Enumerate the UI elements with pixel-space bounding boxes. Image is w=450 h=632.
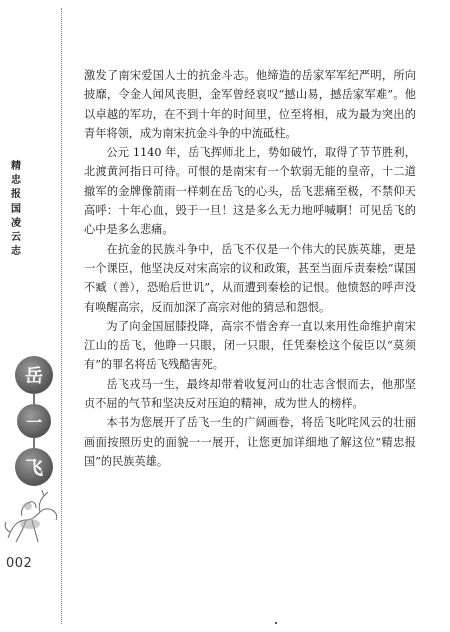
title-badge: 一 [17,404,51,438]
sidebar-divider [61,8,62,624]
series-title-char: 精 [11,161,21,172]
paragraph: 为了向金国屈膝投降，高宗不惜舍弃一直以来用性命维护南宋江山的岳飞，他睁一只眼，闭一只眼，任凭秦桧这个佞臣以“莫须有”的罪名将岳飞残酷害死。 [84,319,416,372]
print-mark [275,622,277,624]
body-text [84,66,416,471]
paragraph: 岳飞戎马一生，最终却带着收复河山的壮志含恨而去，他那坚贞不屈的气节和坚决反对压迫的精神，成为世人的榜样。 [84,377,416,411]
series-title-char: 凌 [11,217,21,229]
paragraph: 本书为您展开了岳飞一生的广阔画卷，将岳飞叱咤风云的壮丽画面按照历史的面貌一一展开，让您更加详细地了解这位“精忠报国”的民族英雄。 [84,416,416,468]
title-badge: 岳 [15,356,53,394]
badge-connector [33,438,35,448]
series-title-char: 志 [11,246,21,258]
series-title-char: 忠 [11,175,21,187]
badge-connector [33,394,35,404]
left-sidebar [0,0,62,632]
series-title-char: 云 [11,232,21,244]
paragraph: 公元 1140 年，岳飞挥师北上，势如破竹，取得了节节胜利，北渡黄河指日可待。可恨的是南宋有一个软弱无能的皇帝，十二道撤军的金牌像箭雨一样刺在岳飞的心头，岳飞悲痛至极，不禁仰天高呼：十年心血，毁于一旦！这是多么无力地呼喊啊！可见岳飞的心中是多么悲痛。 [84,146,416,237]
page-number: 002 [6,556,33,571]
title-badge: 飞 [15,448,53,486]
paragraph: 在抗金的民族斗争中，岳飞不仅是一个伟大的民族英雄，更是一个课臣，他坚决反对宋高宗的议和政策，甚至当面斥责秦桧“谋国不臧（善），恐贻后世讥”，从而遭到秦桧的记恨。他愤怒的呼声没有唤醒高宗，反而加深了高宗对他的猜忌和怨恨。 [84,242,416,314]
series-title [5,160,27,259]
book-title-badges [12,356,56,486]
horseman-illustration [2,486,60,546]
series-title-char: 报 [11,189,21,201]
series-title-char: 国 [11,203,21,215]
paragraph: 激发了南宋爱国人士的抗金斗志。他缔造的岳家军军纪严明，所向披靡，令金人闻风丧胆，金军曾经哀叹“撼山易，撼岳家军难”。他以卓越的军功，在不到十年的时间里，位至将相，成为最为突出的青年将领，成为南宋抗金斗争的中流砥柱。 [84,69,416,140]
